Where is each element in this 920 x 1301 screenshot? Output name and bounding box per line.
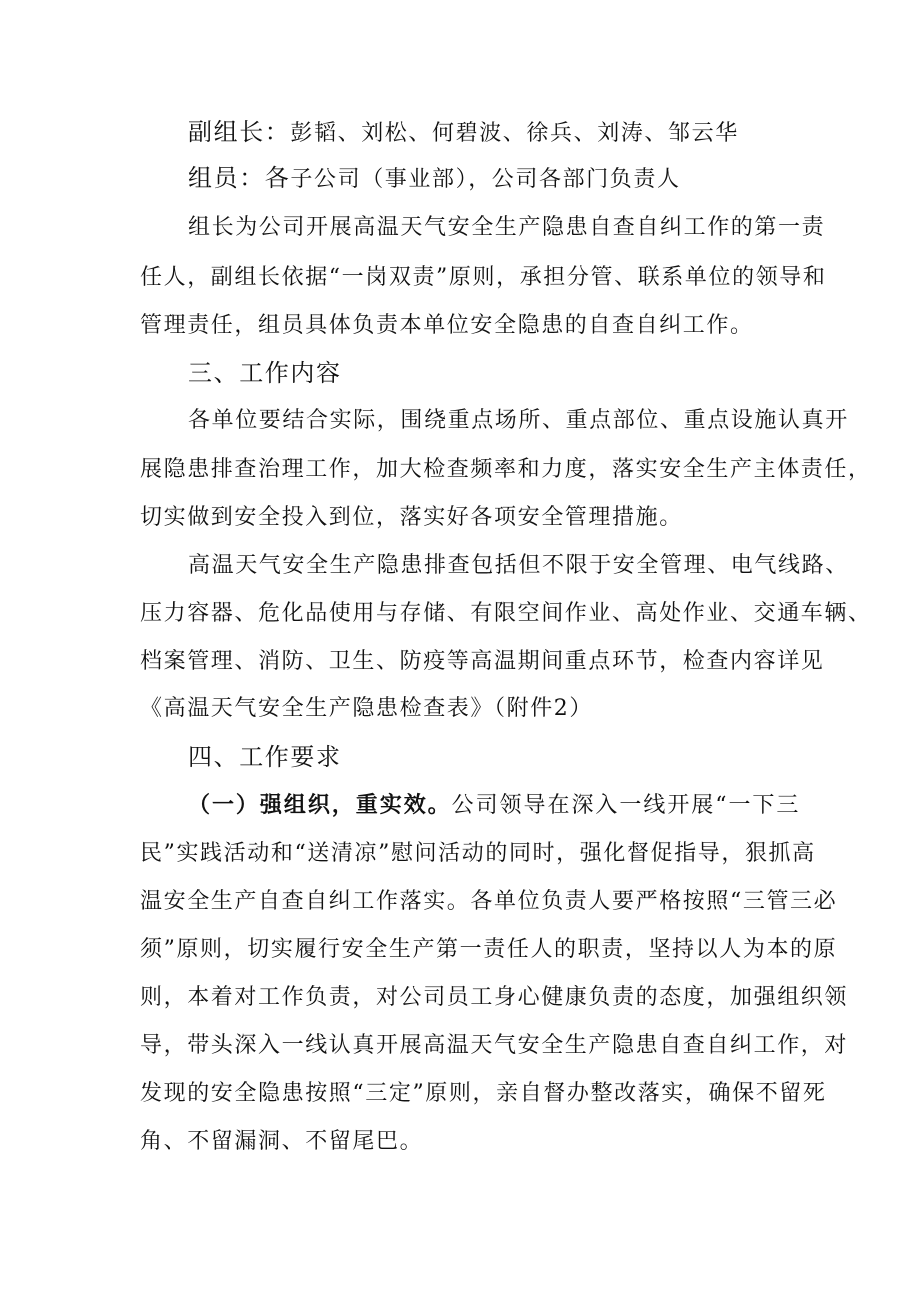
- section-4-item1-title: （一）强组织，重实效。: [188, 793, 452, 818]
- deputy-leaders-line: [188, 116, 848, 150]
- section-4-item1-line-3: 温安全生产自查自纠工作落实。各单位负责人要严格按照“三管三必: [140, 889, 838, 914]
- deputy-leader-label: 副组长：: [188, 118, 291, 146]
- section-3-para2-line-3: 档案管理、消防、卫生、防疫等高温期间重点环节，检查内容详见: [140, 649, 825, 674]
- section-3-para2-line-4: 《高温天气安全生产隐患检查表》（附件2）: [140, 696, 593, 721]
- section-3-heading: 三、工作内容: [188, 359, 342, 387]
- section-4-item1-line-5: 则，本着对工作负责，对公司员工身心健康负责的态度，加强组织领: [140, 985, 849, 1010]
- section-3-para2-line-1: 高温天气安全生产隐患排查包括但不限于安全管理、电气线路、: [188, 553, 849, 578]
- section-3-para2-line-2: 压力容器、危化品使用与存储、有限空间作业、高处作业、交通车辆、: [140, 601, 872, 626]
- section-4-item1-line-7: 发现的安全隐患按照“三定”原则，亲自督办整改落实，确保不留死: [140, 1081, 827, 1106]
- section-4-item1-line-6: 导，带头深入一线认真开展高温天气安全生产隐患自查自纠工作，对: [140, 1033, 849, 1058]
- members-line: [188, 162, 848, 196]
- section-3-para1-line-2: 展隐患排查治理工作，加大检查频率和力度，落实安全生产主体责任，: [140, 457, 872, 482]
- section-4-item1-line-4: 须”原则，切实履行安全生产第一责任人的职责，坚持以人为本的原: [140, 937, 838, 962]
- section-3-para1-line-3: 切实做到安全投入到位，落实好各项安全管理措施。: [140, 505, 683, 530]
- responsibility-line-2: 任人，副组长依据“一岗双责”原则，承担分管、联系单位的领导和: [140, 265, 827, 290]
- section-4-item1-line-2: 民”实践活动和“送清凉”慰问活动的同时，强化督促指导，狠抓高: [140, 841, 816, 866]
- member-label: 组员：各: [188, 164, 291, 192]
- section-4-item1-line-1: [188, 790, 800, 822]
- section-4-heading: 四、工作要求: [188, 743, 342, 771]
- section-4-item1-text-start: 公司领导在深入一线开展“一下三: [451, 793, 800, 818]
- member-text: 子公司（事业部），公司各部门负责人: [290, 167, 681, 192]
- responsibility-line-1: 组长为公司开展高温天气安全生产隐患自查自纠工作的第一责: [188, 215, 826, 240]
- section-3-para1-line-1: 各单位要结合实际，围绕重点场所、重点部位、重点设施认真开: [188, 408, 849, 433]
- section-4-item1-line-8: 角、不留漏洞、不留尾巴。: [140, 1129, 424, 1154]
- deputy-leader-names: 彭韬、刘松、何碧波、徐兵、刘涛、邹云华: [290, 121, 739, 146]
- responsibility-line-3: 管理责任，组员具体负责本单位安全隐患的自查自纠工作。: [140, 313, 754, 338]
